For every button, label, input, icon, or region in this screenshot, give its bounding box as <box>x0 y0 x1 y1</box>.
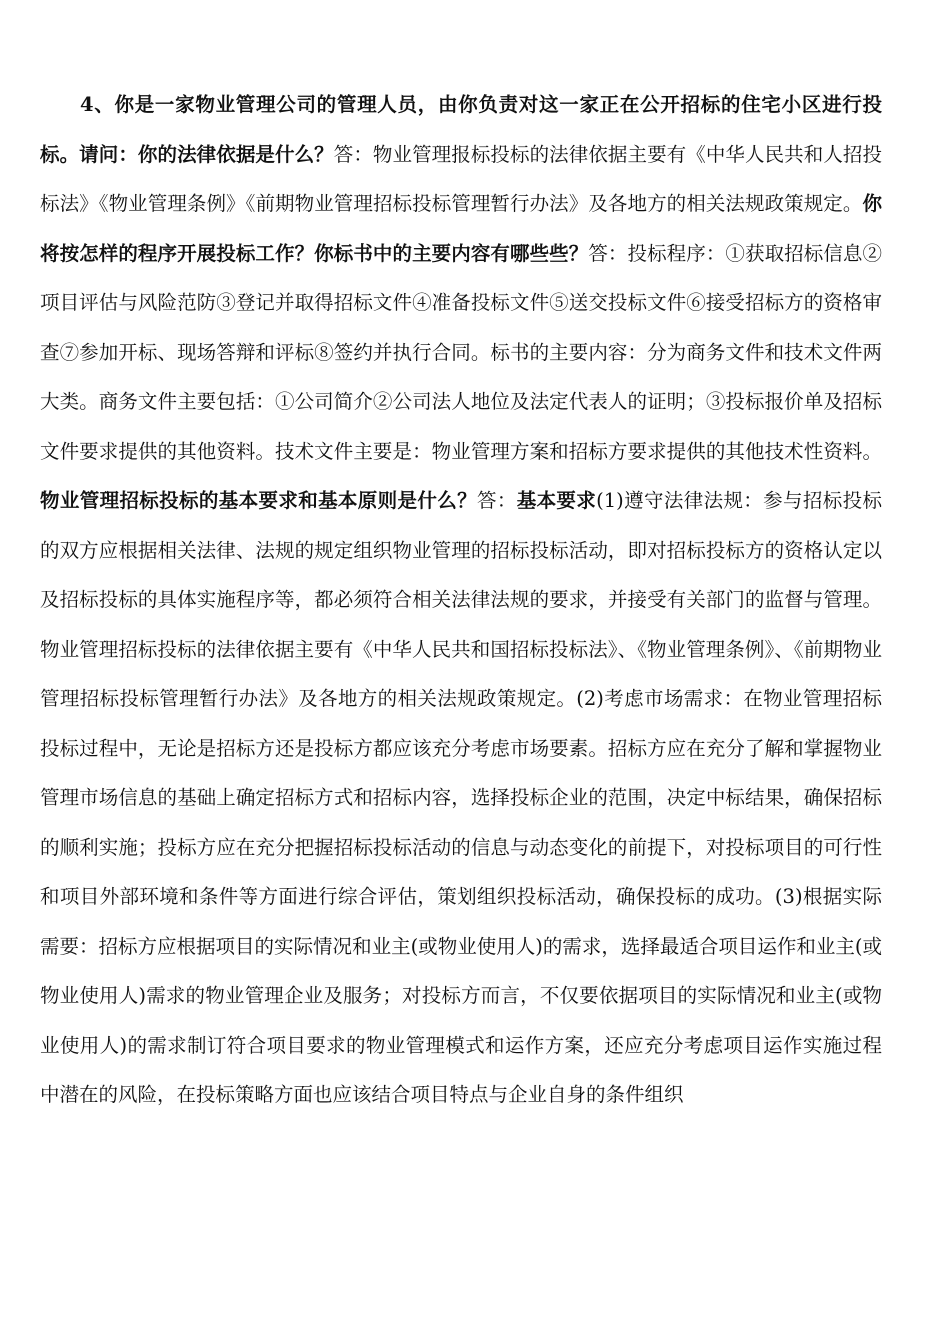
answer-2-text: 答：投标程序：①获取招标信息②项目评估与风险范防③登记并取得招标文件④准备投标文件⑤送交投标文件⑥接受招标方的资格审查⑦参加开标、现场答辩和评标⑧签约并执行合同。标书的主要内容：分为商务文件和技术文件两大类。商务文件主要包括：①公司简介②公司法人地位及法定代表人的证明；③投标报价单及招标文件要求提供的其他资料。技术文件主要是：物业管理方案和招标方要求提供的其他技术性资料。 <box>40 241 882 463</box>
body-paragraph <box>40 80 882 1120</box>
answer-1-text: 答：物业管理报标投标的法律依据主要有《中华人民共和人招投标法》《物业管理条例》《前期物业管理招标投标管理暂行办法》及各地方的相关法规政策规定。 <box>40 142 882 215</box>
basic-requirements-heading: 基本要求 <box>516 489 597 512</box>
answer-3-text: (1)遵守法律法规：参与招标投标的双方应根据相关法律、法规的规定组织物业管理的招标投标活动，即对招标投标方的资格认定以及招标投标的具体实施程序等，都必须符合相关法律法规的要求，并接受有关部门的监督与管理。物业管理招标投标的法律依据主要有《中华人民共和国招标投标法》、《物业管理条例》、《前期物业管理招标投标管理暂行办法》及各地方的相关法规政策规定。(2)考虑市场需求：在物业管理招标投标过程中，无论是招标方还是投标方都应该充分考虑市场要素。招标方应在充分了解和掌握物业管理市场信息的基础上确定招标方式和招标内容，选择投标企业的范围，决定中标结果，确保招标的顺利实施；投标方应在充分把握招标投标活动的信息与动态变化的前提下，对投标项目的可行性和项目外部环境和条件等方面进行综合评估，策划组织投标活动，确保投标的成功。(3)根据实际需要：招标方应根据项目的实际情况和业主(或物业使用人)的需求，选择最适合项目运作和业主(或物业使用人)需求的物业管理企业及服务；对投标方而言，不仅要依据项目的实际情况和业主(或物业使用人)的需求制订符合项目要求的物业管理模式和运作方案，还应充分考虑项目运作实施过程中潜在的风险，在投标策略方面也应该结合项目特点与企业自身的条件组织 <box>40 489 882 1106</box>
answer-3-prefix: 答： <box>476 489 517 512</box>
question-3-text: 物业管理招标投标的基本要求和基本原则是什么？ <box>40 489 477 512</box>
question-1-text: 4、你是一家物业管理公司的管理人员，由你负责对这一家正在公开招标的住宅小区进行投标。请问：你的法律依据是什么？ <box>40 93 882 166</box>
question-2-text: 你将按怎样的程序开展投标工作？你标书中的主要内容有哪些些？ <box>40 192 882 265</box>
